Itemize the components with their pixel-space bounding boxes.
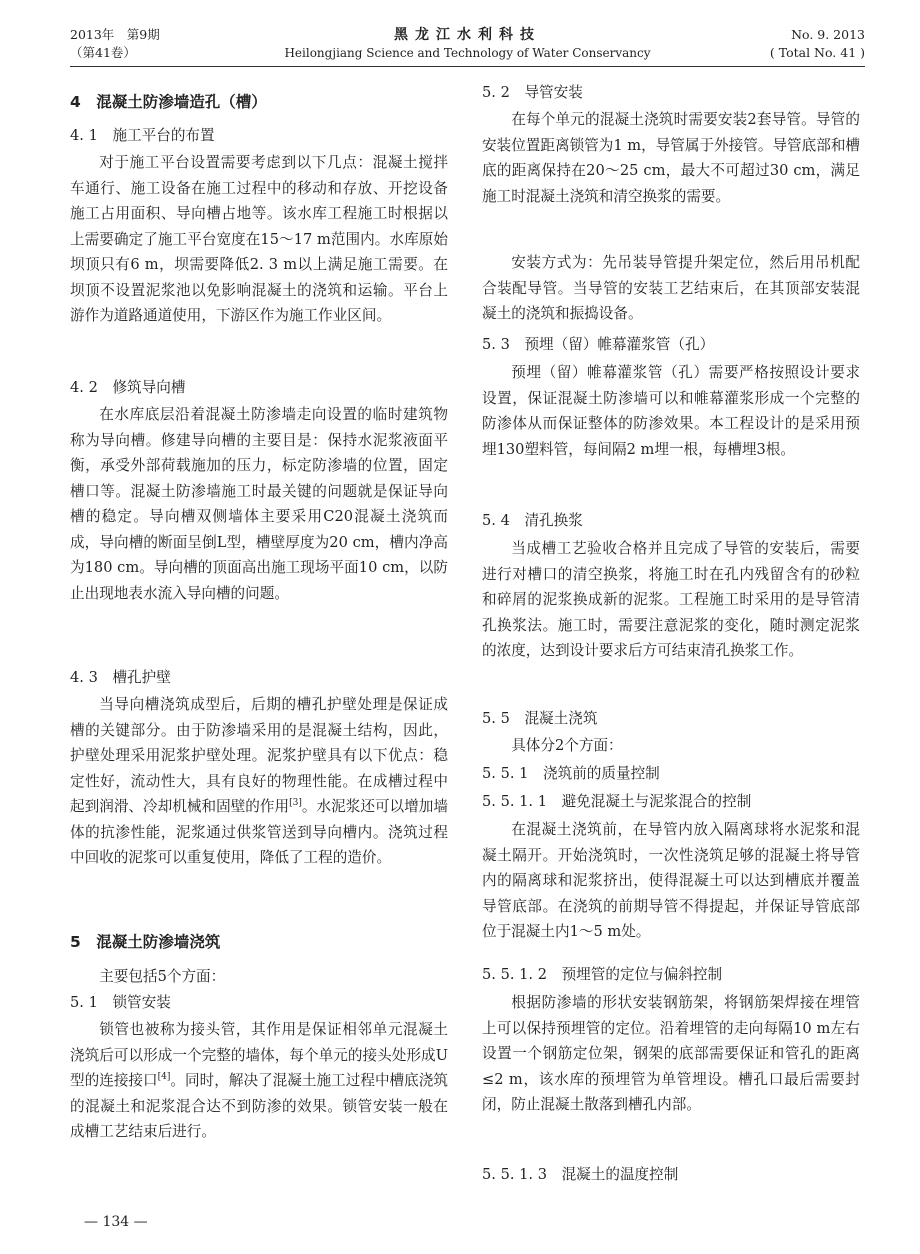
header-center <box>70 26 865 62</box>
journal-title-cn: 黑龙江水利科技 <box>394 27 541 43</box>
paragraph: 根据防渗墙的形状安装钢筋架，将钢筋架焊接在埋管上可以保持预埋管的定位。沿着埋管的走向每隔10 m左右设置一个钢筋定位架，钢架的底部需要保证和管孔的距离≤2 m，该水库的预埋管为单管埋设。槽孔口最后需要封闭，防止混凝土散落到槽孔内部。 <box>482 994 860 1113</box>
section-title: 5 混凝土防渗墙浇筑 <box>70 933 221 951</box>
subsection-title: 5. 5. 1 浇筑前的质量控制 <box>482 765 660 782</box>
subsection-title: 5. 2 导管安装 <box>482 84 583 101</box>
paragraph-text: 当导向槽浇筑成型后，后期的槽孔护壁处理是保证成槽的关键部分。由于防渗墙采用的是混凝土结构，因此，护壁处理采用泥浆护壁处理。泥浆护壁具有以下优点：稳定性好，流动性大，具有良好的物理性能。在成槽过程中起到润滑、冷却机械和固壁的作用 <box>70 696 448 815</box>
page-number: — 134 — <box>84 1214 148 1230</box>
subsection-title: 5. 5 混凝土浇筑 <box>482 710 598 727</box>
paragraph-text: 。水泥浆还可以增加墙体的抗渗性能，泥浆通过供浆管送到导向槽内。浇筑过程中回收的泥浆可以重复使用，降低了工程的造价。 <box>70 798 448 866</box>
journal-title-en: Heilongjiang Science and Technology of Water Conservancy <box>284 46 651 60</box>
paragraph: 对于施工平台设置需要考虑到以下几点：混凝土搅拌车通行、施工设备在施工过程中的移动和存放、开挖设备施工占用面积、导向槽占地等。该水库工程施工时根据以上需要确定了施工平台宽度在15～17 m范围内。水库原始坝顶只有6 m，坝需要降低2. 3 m以上满足施工需要。在坝顶不设置泥浆池以免影响混凝土的浇筑和运输。平台上游作为道路通道使用，下游区作为施工作业区间。 <box>70 154 448 324</box>
paragraph-text: 锁管也被称为接头管，其作用是保证相邻单元混凝土浇筑后可以形成一个完整的墙体，每个单元的接头处形成U型的连接接口 <box>70 1021 448 1089</box>
paragraph: 预埋（留）帷幕灌浆管（孔）需要严格按照设计要求设置，保证混凝土防渗墙可以和帷幕灌浆形成一个完整的防渗体从而保证整体的防渗效果。本工程设计的是采用预埋130塑料管，每间隔2 m埋一根，每槽埋3根。 <box>482 364 860 458</box>
header-total-no: ( Total No. 41 ) <box>769 45 865 60</box>
citation-ref: [4] <box>157 1072 171 1083</box>
subsection-title: 4. 2 修筑导向槽 <box>70 379 186 396</box>
subsection-title: 5. 5. 1. 2 预埋管的定位与偏斜控制 <box>482 966 723 983</box>
subsection-title: 5. 1 锁管安装 <box>70 994 171 1011</box>
subsection-title: 4. 3 槽孔护壁 <box>70 669 171 686</box>
subsection-title: 5. 3 预埋（留）帷幕灌浆管（孔） <box>482 336 715 353</box>
paragraph <box>70 692 448 871</box>
paragraph <box>70 1017 448 1145</box>
paragraph-text: 。同时，解决了混凝土施工过程中槽底浇筑的混凝土和泥浆混合达不到防渗的效果。锁管安装一般在成槽工艺结束后进行。 <box>70 1072 448 1140</box>
header-year-issue: 2013年 第9期 <box>70 27 160 42</box>
subsection-title: 4. 1 施工平台的布置 <box>70 127 215 144</box>
paragraph: 在每个单元的混凝土浇筑时需要安装2套导管。导管的安装位置距离锁管为1 m，导管属于外接管。导管底部和槽底的距离保持在20～25 cm，最大不可超过30 cm，满足施工时混凝土浇筑和清空换浆的需要。 <box>482 111 861 205</box>
paragraph: 具体分2个方面： <box>511 737 623 754</box>
header-issue-no: No. 9. 2013 <box>791 27 865 42</box>
running-header <box>70 26 865 67</box>
paragraph: 在混凝土浇筑前，在导管内放入隔离球将水泥浆和混凝土隔开。开始浇筑时，一次性浇筑足够的混凝土将导管内的隔离球和泥浆挤出，使得混凝土可以达到槽底并覆盖导管底部。在浇筑的前期导管不得提起，并保证导管底部位于混凝土内1～5 m处。 <box>482 821 860 940</box>
header-volume: （第41卷） <box>70 45 136 60</box>
paragraph: 在水库底层沿着混凝土防渗墙走向设置的临时建筑物称为导向槽。修建导向槽的主要目是：保持水泥浆液面平衡，承受外部荷载施加的压力，标定防渗墙的位置，固定槽口等。混凝土防渗墙施工时最关键的问题就是保证导向槽的稳定。导向槽双侧墙体主要采用C20混凝土浇筑而成，导向槽的断面呈倒L型，槽壁厚度为20 cm，槽内净高为180 cm。导向槽的顶面高出施工现场平面10 cm，以防止出现地表水流入导向槽的问题。 <box>70 406 448 602</box>
subsection-title: 5. 5. 1. 3 混凝土的温度控制 <box>482 1166 679 1183</box>
citation-ref: [3] <box>289 798 302 809</box>
header-right <box>770 26 865 62</box>
subsection-title: 5. 5. 1. 1 避免混凝土与泥浆混合的控制 <box>482 793 752 810</box>
section-title: 4 混凝土防渗墙造孔（槽） <box>70 93 267 111</box>
paragraph: 当成槽工艺验收合格并且完成了导管的安装后，需要进行对槽口的清空换浆，将施工时在孔内残留含有的砂粒和碎屑的泥浆换成新的泥浆。工程施工时采用的是导管清孔换浆法。施工时，需要注意泥浆的变化，随时测定泥浆的浓度，达到设计要求后方可结束清孔换浆工作。 <box>482 540 860 659</box>
subsection-title: 5. 4 清孔换浆 <box>482 512 583 529</box>
paragraph: 主要包括5个方面： <box>99 968 226 985</box>
paragraph: 安装方式为：先吊装导管提升架定位，然后用吊机配合装配导管。当导管的安装工艺结束后，在其顶部安装混凝土的浇筑和振捣设备。 <box>482 254 860 322</box>
